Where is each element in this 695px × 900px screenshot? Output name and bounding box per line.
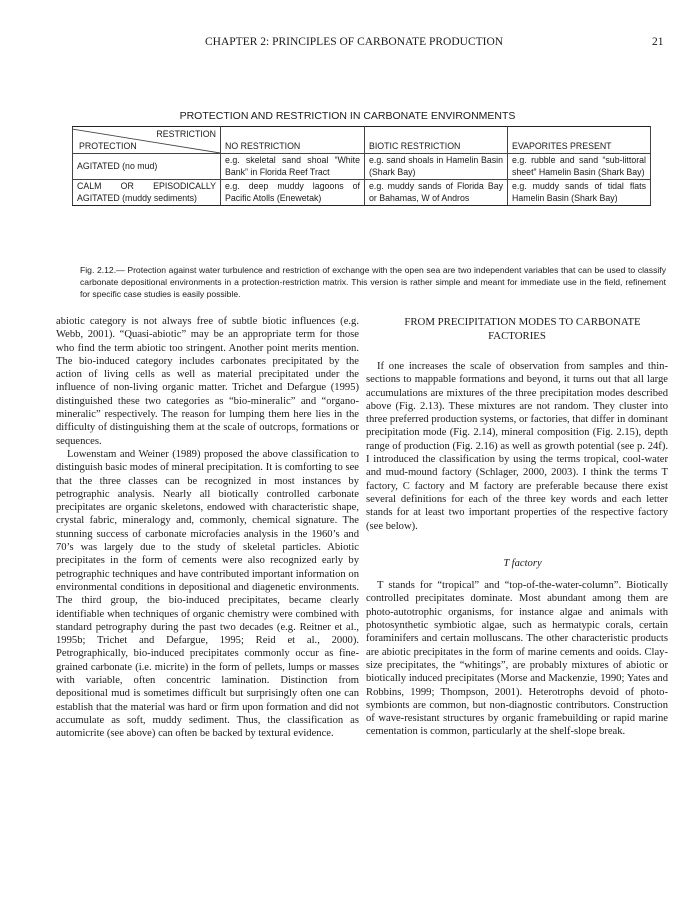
page-number: 21 <box>652 36 664 48</box>
left-column <box>56 315 359 741</box>
corner-label-restriction: RESTRICTION <box>156 129 216 139</box>
figure-caption: Fig. 2.12.— Protection against water turbulence and restriction of exchange with the open sea are two independent variables that can be used to classify carbonate depositional environments in a protection-restriction matrix. This version is rather simple and meant for immediate use in the field, refinement for specific case studies is easily possible. <box>80 265 666 299</box>
chapter-title: CHAPTER 2: PRINCIPLES OF CARBONATE PRODUCTION <box>205 36 504 48</box>
table-row <box>73 154 651 180</box>
row-label: AGITATED (no mud) <box>73 154 221 180</box>
protection-restriction-table <box>72 126 651 206</box>
table-row <box>73 180 651 206</box>
col-header: EVAPORITES PRESENT <box>508 127 651 154</box>
paragraph: If one increases the scale of observation from samples and thin-sections to mappable formations and beyond, it turns out that all large accumulations are mixtures of the three precipitation modes described above (Fig. 2.13). These mixtures are not random. They cluster into three preferred production systems, or factories, that differ in dominant precipitation mode (Fig. 2.14), mineral composition (Fig. 2.15), depth range of production (Fig. 2.16) as well as growth potential (see p. 24f). I introduced the classification by using the terms tropical, cool-water and mud-mound factory (Schlager, 2000, 2003). I think the terms T factory, C factory and M factory are preferable because there exist several definitions for each of the three key words and each letter stands for at least two important properties of the respective factory (see below). <box>366 361 668 532</box>
table-cell: e.g. muddy sands of Florida Bay or Bahamas, W of Andros <box>365 180 508 206</box>
section-heading: FROM PRECIPITATION MODES TO CARBONATE FACTORIES <box>404 316 641 342</box>
paragraph: Lowenstam and Weiner (1989) proposed the above classification to distinguish basic modes of mineral precipitation. It is comforting to see that the three classes can be recognized in most instances by petrographic analysis. Nearly all biotically controlled carbonate precipitates are organic skeletons, endowed with characteristic shape, crystal fabric, mineralogy and, commonly, chemical signature. The stunning success of carbonate microfacies analysis in the 1960’s and 70’s was largely due to the study of skeletal particles. Abiotic precipitates in the form of cements were also recognized early by petrographic techniques and have contributed important information on environmental conditions in depositional and diagenetic environments. The third group, the bio-induced precipitates, became clearly identifiable when techniques of organic chemistry were combined with standard petrography during the past two decades (e.g. Reitner et al., 1995b; Trichet and Defargue, 1995; Reid et al., 2000). Petrographically, bio-induced precipitates commonly occur as fine-grained carbonate (i.e. micrite) in the form of pellets, lumps or masses with variable, often concentric lamination. Distinction from depositional mud is sometimes difficult but surprisingly often one can establish that the material was hard or firm upon formation and did not accumulate as soft, muddy sediment. Thus, the classification as automicrite (see above) can often be backed by textural evidence. <box>56 448 359 740</box>
table-cell: e.g. muddy sands of tidal flats Hamelin Basin (Shark Bay) <box>508 180 651 206</box>
paragraph: abiotic category is not always free of subtle biotic influences (e.g. Webb, 2001). “Quasi-abiotic” may be an appropriate term for those who find the term abiotic too stringent. Another point merits mention. The bio-induced category includes carbonates precipitated by the action of living cells as well as material precipitated under the influence of non-living organic matter. Trichet and Defargue (1995) distinguished these two categories as “bio-mineralic” and “organo-mineralic” respectively. The reason for lumping them here lies in the difficulty of distinguishing them at the scale of outcrops, formations or sequences. <box>56 316 359 447</box>
table-cell: e.g. skeletal sand shoal “White Bank” in Florida Reef Tract <box>221 154 365 180</box>
right-column <box>366 315 668 739</box>
table-cell: e.g. deep muddy lagoons of Pacific Atolls (Enewetak) <box>221 180 365 206</box>
running-header <box>0 36 695 52</box>
row-label: CALM OR EPISODICALLY AGITATED (muddy sediments) <box>73 180 221 206</box>
corner-label-protection: PROTECTION <box>79 140 137 151</box>
col-header: BIOTIC RESTRICTION <box>365 127 508 154</box>
table-cell: e.g. rubble and sand “sub-littoral sheet” Hamelin Basin (Shark Bay) <box>508 154 651 180</box>
subsection-heading: T factory <box>503 557 542 569</box>
paragraph: T stands for “tropical” and “top-of-the-water-column”. Biotically controlled precipitates dominate. Most abundant among them are photo-autotrophic organisms, for instance algae and animals with photosynthetic symbiotic algae, such as hermatypic corals, certain foraminifers and certain molluscans. The other characteristic products are abiotic precipitates in the form of marine cements and ooids. Clay-size precipitates, the “whitings”, are probably mixtures of abiotic or biotically induced precipitates (Morse and Mackenzie, 1990; Yates and Robbins, 1999; Thompson, 2001). Heterotrophs devoid of photo-symbionts are common, but non-diagnostic contributors. Construction of wave-resistant structures by organic framebuilding or rapid marine cementation is common, particularly at the shelf-slope break. <box>366 580 668 738</box>
table-header-row <box>73 127 651 154</box>
col-header: NO RESTRICTION <box>221 127 365 154</box>
corner-cell <box>73 127 221 154</box>
table-title: PROTECTION AND RESTRICTION IN CARBONATE ENVIRONMENTS <box>179 110 516 122</box>
table-cell: e.g. sand shoals in Hamelin Basin (Shark Bay) <box>365 154 508 180</box>
